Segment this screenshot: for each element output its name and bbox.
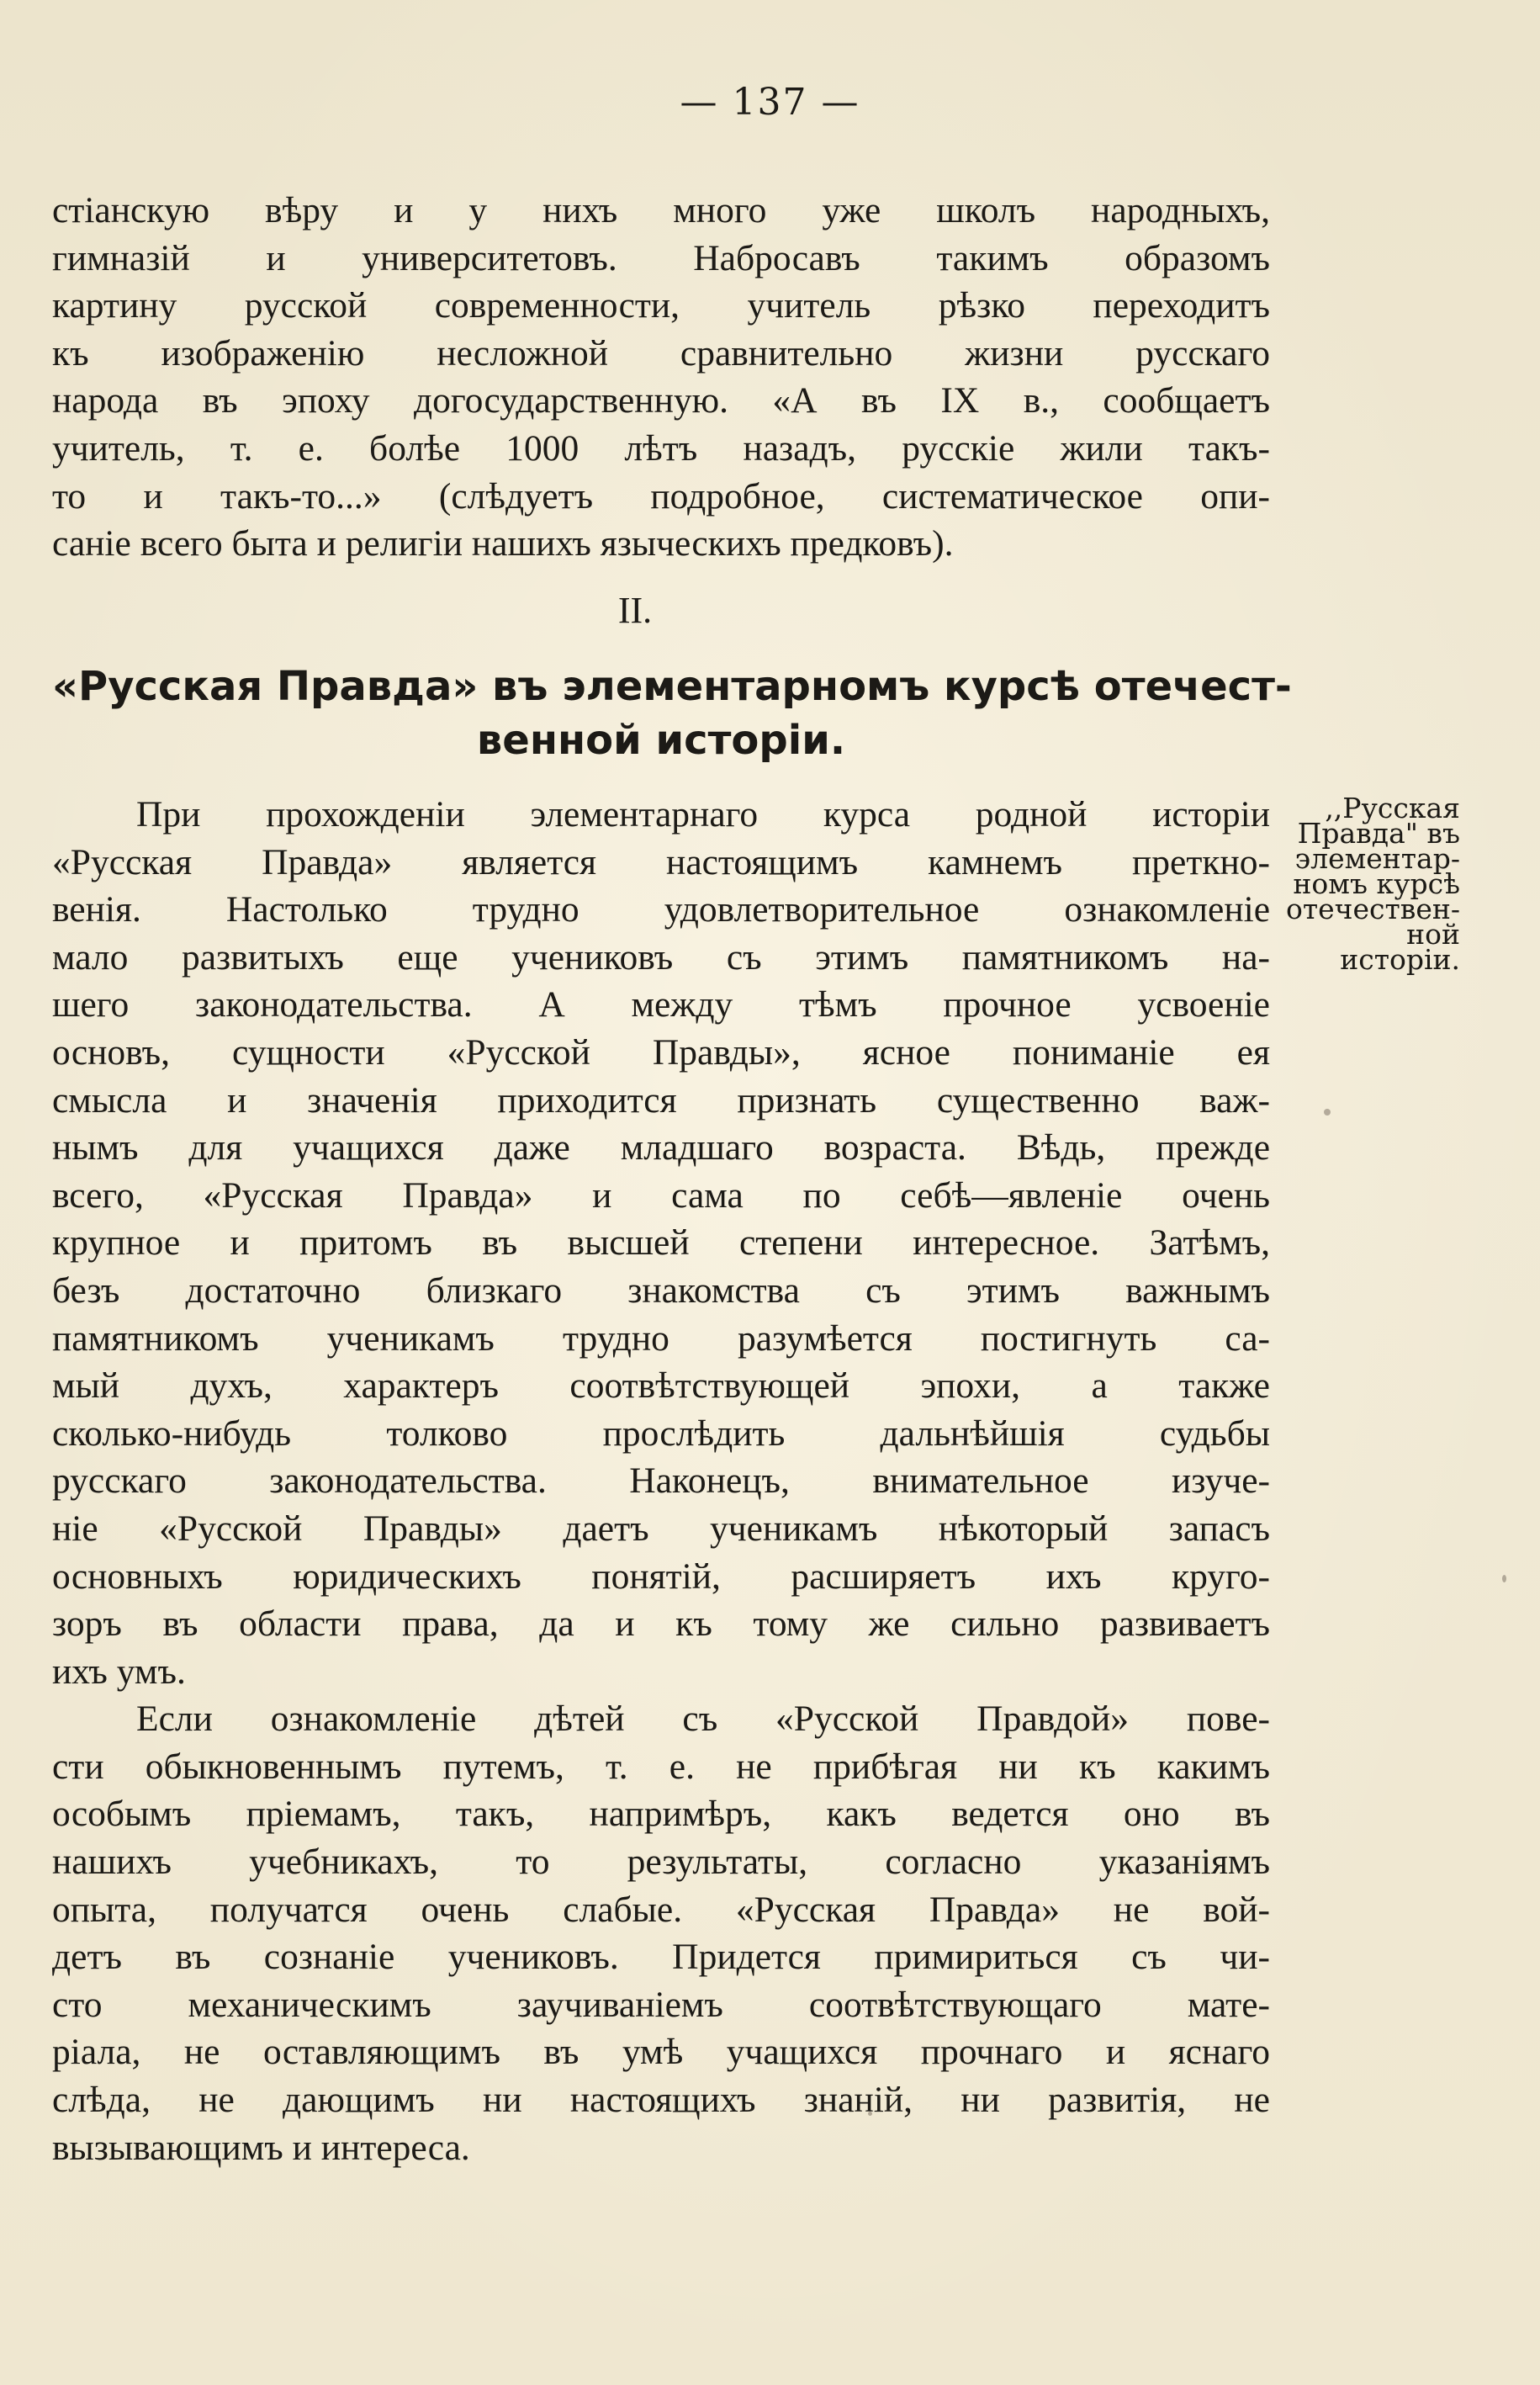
text-line: мый духъ, характеръ соотвѣтствующей эпохи, а также [52, 1365, 1270, 1407]
margin-note-line: ,,Русская [1325, 792, 1460, 824]
paper-speck [1324, 1109, 1331, 1116]
text-line: нашихъ учебникахъ, то результаты, согласно указаніямъ [52, 1842, 1270, 1883]
page-number: — 137 — [680, 81, 860, 124]
paper-speck [868, 2112, 872, 2116]
section-number: II. [617, 590, 653, 631]
text-line: опыта, получатся очень слабые. «Русская Правда» не вой- [52, 1889, 1270, 1930]
margin-note-line: исторіи. [1340, 943, 1460, 976]
text-line: ихъ умъ. [52, 1651, 186, 1692]
paragraph-main [52, 791, 1270, 2171]
section-heading [52, 660, 1292, 767]
margin-note-line: номъ курсѣ [1293, 867, 1460, 900]
margin-note-line: отечествен- [1286, 893, 1460, 925]
text-line: венія. Настолько трудно удовлетворительное ознакомленіе [52, 889, 1270, 930]
paper-speck [1502, 1575, 1506, 1582]
text-line: зоръ въ области права, да и къ тому же сильно развиваетъ [52, 1603, 1270, 1645]
text-line: русскаго законодательства. Наконецъ, внимательное изуче- [52, 1460, 1270, 1502]
text-line: мало развитыхъ еще учениковъ съ этимъ памятникомъ на- [52, 936, 1270, 978]
text-line: то и такъ-то...» (слѣдуетъ подробное, систематическое опи- [52, 475, 1270, 517]
heading-line: «Русская Правда» въ элементарномъ курсѣ отечест- [52, 663, 1292, 710]
text-line: особымъ пріемамъ, такъ, напримѣръ, какъ ведется оно въ [52, 1794, 1270, 1835]
text-line: нымъ для учащихся даже младшаго возраста. Вѣдь, прежде [52, 1127, 1270, 1169]
text-line: ріала, не оставляющимъ въ умѣ учащихся прочнаго и яснаго [52, 2032, 1270, 2073]
text-line: Если ознакомленіе дѣтей съ «Русской Правдой» пове- [136, 1699, 1270, 1740]
text-line: саніе всего быта и религіи нашихъ языческихъ предковъ). [52, 523, 954, 564]
text-line: всего, «Русская Правда» и сама по себѣ—явленіе очень [52, 1174, 1270, 1216]
text-line: сколько-нибудь толково прослѣдить дальнѣйшія судьбы [52, 1412, 1270, 1454]
text-line: сто механическимъ заучиваніемъ соотвѣтствующаго мате- [52, 1984, 1270, 2025]
text-line: памятникомъ ученикамъ трудно разумѣется постигнуть са- [52, 1317, 1270, 1359]
text-line: безъ достаточно близкаго знакомства съ этимъ важнымъ [52, 1269, 1270, 1311]
text-line: крупное и притомъ въ высшей степени интересное. Затѣмъ, [52, 1222, 1270, 1264]
margin-note-line: ной [1406, 918, 1460, 951]
margin-note [1275, 792, 1460, 976]
text-line: вызывающимъ и интереса. [52, 2127, 470, 2168]
text-line: къ изображенію несложной сравнительно жизни русскаго [52, 332, 1270, 374]
text-line: смысла и значенія приходится признать существенно важ- [52, 1079, 1270, 1121]
paragraph-top [52, 187, 1270, 568]
text-line: шего законодательства. А между тѣмъ прочное усвоеніе [52, 984, 1270, 1026]
heading-line: венной исторіи. [476, 717, 846, 764]
text-line: слѣда, не дающимъ ни настоящихъ знаній, ни развитія, не [52, 2080, 1270, 2121]
text-line: «Русская Правда» является настоящимъ камнемъ преткно- [52, 841, 1270, 882]
text-line: народа въ эпоху догосударственную. «А въ IX в., сообщаетъ [52, 380, 1270, 421]
text-line: стіанскую вѣру и у нихъ много уже школъ народныхъ, [52, 190, 1270, 231]
text-line: основныхъ юридическихъ понятій, расширяетъ ихъ круго- [52, 1556, 1270, 1597]
text-line: При прохожденіи элементарнаго курса родной исторіи [136, 794, 1270, 835]
text-line: основъ, сущности «Русской Правды», ясное пониманіе ея [52, 1031, 1270, 1073]
text-line: детъ въ сознаніе учениковъ. Придется примириться съ чи- [52, 1937, 1270, 1978]
text-line: картину русской современности, учитель рѣзко переходитъ [52, 285, 1270, 326]
text-line: ніе «Русской Правды» даетъ ученикамъ нѣкоторый запасъ [52, 1508, 1270, 1549]
margin-note-line: элементар- [1294, 842, 1460, 875]
text-line: гимназій и университетовъ. Набросавъ такимъ образомъ [52, 237, 1270, 278]
margin-note-line: Правда" въ [1297, 817, 1460, 850]
text-line: учитель, т. е. болѣе 1000 лѣтъ назадъ, русскіе жили такъ- [52, 427, 1270, 469]
text-line: сти обыкновеннымъ путемъ, т. е. не прибѣгая ни къ какимъ [52, 1746, 1270, 1787]
